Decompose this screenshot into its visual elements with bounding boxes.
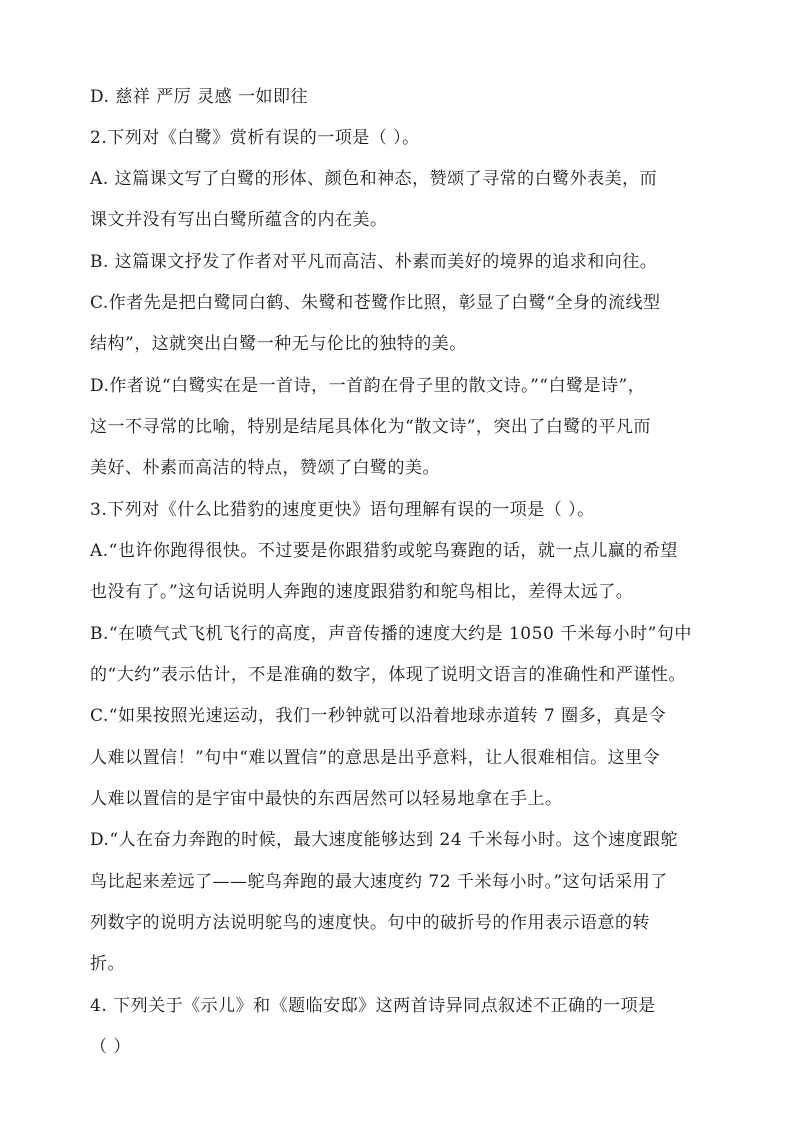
question-3-option-a-cont: 也没有了。”这句话说明人奔跑的速度跟猎豹和鸵鸟相比，差得太远了。: [90, 582, 634, 602]
question-2-stem: 2.下列对《白鹭》赏析有误的一项是（ ）。: [90, 128, 420, 148]
question-3-option-d: D.“人在奋力奔跑的时候，最大速度能够达到 24 千米每小时。这个速度跟鸵: [90, 830, 679, 850]
question-2-option-d-cont: 这一不寻常的比喻，特别是结尾具体化为“散文诗”，突出了白鹭的平凡而: [90, 417, 651, 437]
question-2-option-c-cont: 结构”，这就突出白鹭一种无与伦比的独特的美。: [90, 334, 467, 354]
question-3-option-b-cont: 的“大约”表示估计，不是准确的数字，体现了说明文语言的准确性和严谨性。: [90, 665, 686, 685]
question-3-option-d-cont: 折。: [90, 954, 125, 974]
question-3-option-d-cont: 列数字的说明方法说明鸵鸟的速度快。句中的破折号的作用表示语意的转: [90, 913, 650, 933]
question-1-option-d: D. 慈祥 严厉 灵感 一如即往: [90, 87, 309, 107]
question-3-option-a: A.“也许你跑得很快。不过要是你跟猎豹或鸵鸟赛跑的话，就一点儿赢的希望: [90, 541, 678, 561]
question-4-answer-blank: （ ）: [90, 1037, 131, 1057]
question-2-option-c: C.作者先是把白鹭同白鹤、朱鹭和苍鹭作比照，彰显了白鹭“全身的流线型: [90, 293, 661, 313]
question-3-option-d-cont: 鸟比起来差远了——鸵鸟奔跑的最大速度约 72 千米每小时。”这句话采用了: [90, 872, 668, 892]
question-2-option-b: B. 这篇课文抒发了作者对平凡而高洁、朴素而美好的境界的追求和向往。: [90, 252, 658, 272]
question-4-stem: 4. 下列关于《示儿》和《题临安邸》这两首诗异同点叙述不正确的一项是: [90, 996, 656, 1016]
question-2-option-a: A. 这篇课文写了白鹭的形体、颜色和神态，赞颂了寻常的白鹭外表美，而: [90, 169, 658, 189]
question-3-option-c-cont: 人难以置信！”句中“难以置信”的意思是出乎意料，让人很难相信。这里令: [90, 748, 661, 768]
question-3-option-b: B.“在喷气式飞机飞行的高度，声音传播的速度大约是 1050 千米每小时”句中: [90, 624, 692, 644]
question-2-option-d: D.作者说“白鹭实在是一首诗，一首韵在骨子里的散文诗。”“白鹭是诗”，: [90, 376, 646, 396]
question-3-option-c: C.“如果按照光速运动，我们一秒钟就可以沿着地球赤道转 7 圈多，真是令: [90, 706, 667, 726]
question-3-stem: 3.下列对《什么比猎豹的速度更快》语句理解有误的一项是（ ）。: [90, 500, 595, 520]
question-2-option-a-cont: 课文并没有写出白鹭所蕴含的内在美。: [90, 210, 388, 230]
question-2-option-d-cont: 美好、朴素而高洁的特点，赞颂了白鹭的美。: [90, 458, 440, 478]
question-3-option-c-cont: 人难以置信的是宇宙中最快的东西居然可以轻易地拿在手上。: [90, 789, 563, 809]
